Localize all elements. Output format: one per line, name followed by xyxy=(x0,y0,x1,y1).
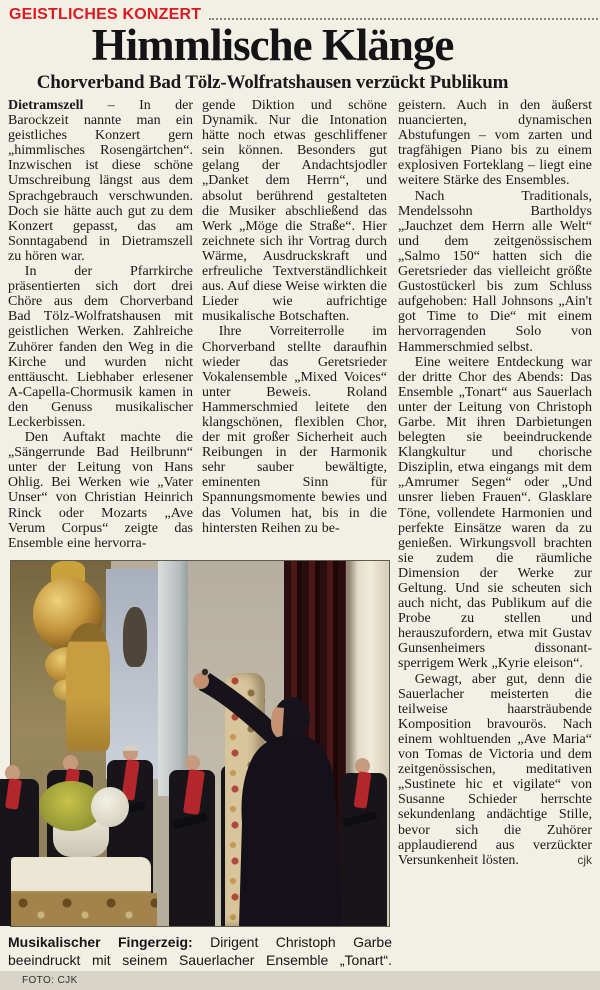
article-paragraph: gende Diktion und schöne Dynamik. Nur die Intonation hätte noch etwas geschliffener sein können. Besonders gut gelang der Andachtsjodler „Danket dem Herrn“, und absolut berührend gestalteten die Musiker abschließend das Werk „Möge die Straße“. Hier zeichnete sich ihr Vortrag durch Wärme, Ausdruckskraft und erfreuliche Textverständlichkeit aus. Auf diese Weise wirkten die Lieder wie aufrichtige musikalische Botschaften. xyxy=(202,98,387,325)
concert-photo xyxy=(10,560,390,927)
caption-lead: Musikalischer Fingerzeig: xyxy=(8,934,193,950)
article-paragraph: Gewagt, aber gut, denn die Sauerlacher meisterten die teilweise haarsträubende Komposition bravourös. Nach einem wohltuenden „Ave Maria“ von Tomas de Victoria und dem zeitgenössischen, meditativen „Sustinete hic et vigilate“ von Susanne Schieder herrschte sekundenlang andächtige Stille, bevor sich die Zuhörer applaudierend aus verzückter Versunkenheit lösten. xyxy=(398,671,592,868)
section-kicker: GEISTLICHES KONZERT xyxy=(9,6,202,23)
article-headline: Himmlische Klänge xyxy=(91,20,454,70)
text-column-2 xyxy=(202,98,387,559)
conductor-silhouette xyxy=(11,561,389,926)
conductor-hand xyxy=(193,673,209,689)
dateline: Dietramszell xyxy=(8,98,84,113)
photo-credit: FOTO: CJK xyxy=(22,975,78,986)
baton-tip xyxy=(202,669,208,675)
article-paragraph: geistern. Auch in den äußerst nuancierten, dynamischen Abstufungen – vom zarten und tragfähigen Piano bis zu einem explosiven Forteklang – liegt eine weitere Stärke des Ensembles. xyxy=(398,98,592,189)
photo-caption xyxy=(8,933,392,990)
article-paragraph: Eine weitere Entdeckung war der dritte Chor des Abends: Das Ensemble „Tonart“ aus Sauerlach unter der Leitung von Christoph Garbe. Mit ihren Darbietungen belegten sie beeindruckende Klangkultur und chorische Disziplin, etwa eingangs mit dem „Amrumer Segen“ oder „Und unsrer lieben Frauen“. Glasklare Töne, vollendete Harmonien und perfekte Einsätze waren da zu genießen. Wirkungsvoll brachten sie zudem die räumliche Dimension der Werke zur Geltung. Und sie scheuten sich auch nicht, das Publikum auf die Probe zu stellen und herauszufordern, etwa mit Gustav Gunsenheimers dissonant-sperrigem Werk „Kyrie eleison“. xyxy=(398,354,592,672)
conductor-arm xyxy=(199,673,284,748)
conductor-torso xyxy=(239,735,342,926)
text-column-3 xyxy=(398,98,592,960)
article-paragraph: In der Pfarrkirche präsentierten sich dort drei Chöre aus dem Chorverband Bad Tölz-Wolfratshausen mit geistlichen Werken. Zahlreiche Zuhörer fanden den Weg in die Kirche und wurden nicht enttäuscht. Liebhaber erlesener A-Capella-Chormusik kamen in den Genuss musikalischer Leckerbissen. xyxy=(8,264,193,430)
article-subhead: Chorverband Bad Tölz-Wolfratshausen verzückt Publikum xyxy=(36,72,509,93)
paragraph-text: – In der Barockzeit nannte man ein geistliches Konzert gern „himmlisches Rosengärtchen“. Inzwischen ist diese schöne Umschreibung längst aus dem Sprachgebrauch verschwunden. Doch sie hätte auch gut zu dem Konzert gepasst, das am Sonntagabend in Dietramszell zu hören war. xyxy=(8,98,193,264)
text-column-1 xyxy=(8,98,193,559)
article-paragraph: Ihre Vorreiterrolle im Chorverband stellte daraufhin wieder das Geretsrieder Vokalensemble „Mixed Voices“ unter Beweis. Roland Hammerschmied leitete den klangschönen, flexiblen Chor, der mit großer Sicherheit auch Reibungen in der Harmonik sehr sauber bewältigte, eminenten Sinn für Spannungsmomente bewies und das Volumen hat, bis in die hintersten Reihen zu be- xyxy=(202,324,387,536)
article-paragraph: Den Auftakt machte die „Sängerrunde Bad Heilbrunn“ unter der Leitung von Hans Ohlig. Bei Werken wie „Vater Unser“ von Christian Heinrich Rinck oder Mozarts „Ave Verum Corpus“ zeigte das Ensemble eine hervorra- xyxy=(8,430,193,551)
article-paragraph xyxy=(8,98,193,264)
article-paragraph: Nach Traditionals, Mendelssohn Bartholdys „Jauchzet dem Herrn alle Welt“ und dem zeitgenössischem „Salmo 150“ hatten sich die Geretsrieder das vielleicht größte Gustostückerl bis zum Schluss aufgehoben: Hall Johnsons „Ain't got Time to Die“ mit einem hervorragenden Solo von Hammerschmied selbst. xyxy=(398,188,592,355)
caption-text: Dirigent Christoph Garbe beeindruckt mit seinem Sauerlacher Ensemble „Tonart“. xyxy=(8,934,392,968)
author-initials: cjk xyxy=(577,852,592,867)
